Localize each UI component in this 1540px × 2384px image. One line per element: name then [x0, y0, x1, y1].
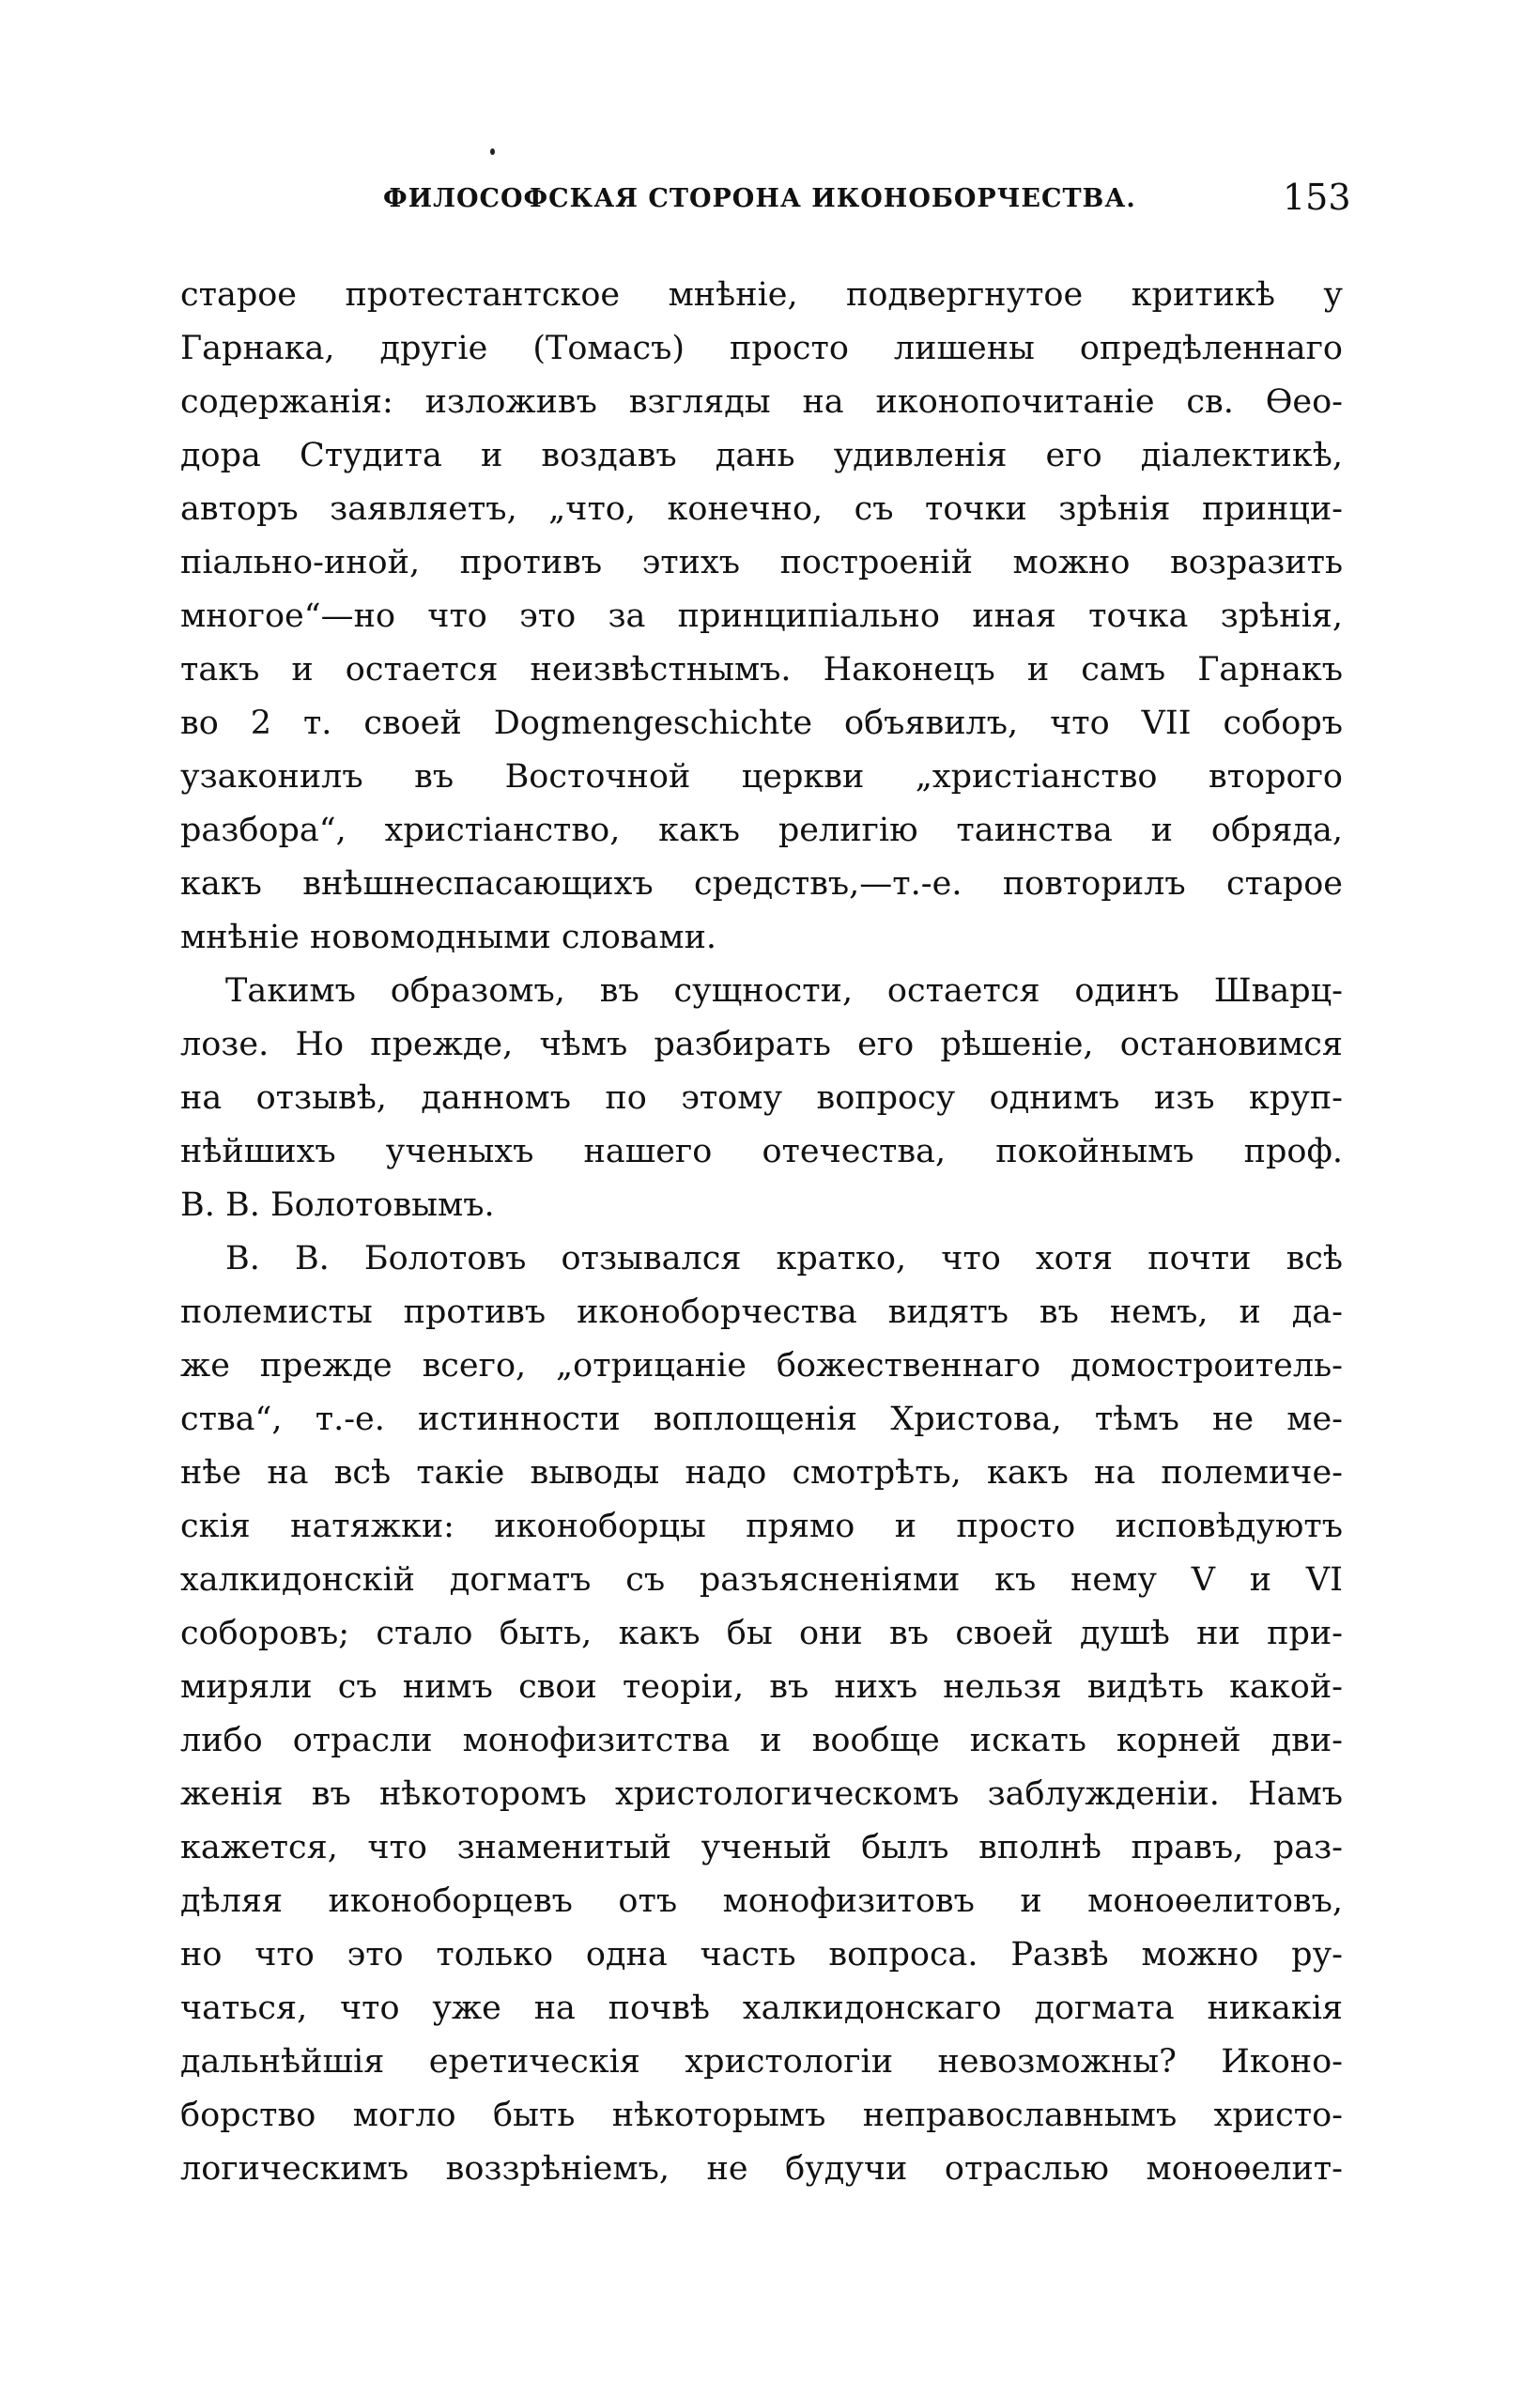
text-line: же прежде всего, „отрицаніе божественнаго домостроитель- — [180, 1347, 1343, 1385]
text-line: логическимъ воззрѣніемъ, не будучи отраслью моноѳелит- — [180, 2150, 1343, 2188]
text-line: разбора“, христіанство, какъ религію таинства и обряда, — [180, 812, 1343, 849]
text-line: ства“, т.-е. истинности воплощенія Христова, тѣмъ не ме- — [180, 1401, 1343, 1438]
text-line: кажется, что знаменитый ученый былъ вполнѣ правъ, раз- — [180, 1829, 1343, 1866]
text-line: узаконилъ въ Восточной церкви „христіанство второго — [180, 758, 1343, 796]
text-line: лозе. Но прежде, чѣмъ разбирать его рѣшеніе, остановимся — [180, 1026, 1343, 1063]
text-line: Гарнака, другіе (Томасъ) просто лишены опредѣленнаго — [180, 330, 1343, 367]
text-line: чаться, что уже на почвѣ халкидонскаго догмата никакія — [180, 1989, 1343, 2027]
text-line: на отзывѣ, данномъ по этому вопросу однимъ изъ круп- — [180, 1079, 1343, 1117]
paragraph — [180, 269, 1343, 965]
text-line: В. В. Болотовъ отзывался кратко, что хотя почти всѣ — [225, 1240, 1343, 1277]
text-line: В. В. Болотовымъ. — [180, 1186, 495, 1224]
text-line: но что это только одна часть вопроса. Развѣ можно ру- — [180, 1936, 1343, 1974]
text-line: соборовъ; стало быть, какъ бы они въ своей душѣ ни при- — [180, 1615, 1343, 1652]
text-line: многое“—но что это за принципіально иная точка зрѣнія, — [180, 597, 1343, 635]
text-line: дальнѣйшія еретическія христологіи невозможны? Иконо- — [180, 2043, 1343, 2081]
text-line: скія натяжки: иконоборцы прямо и просто исповѣдуютъ — [180, 1508, 1343, 1545]
paragraph — [180, 965, 1343, 1232]
body-text — [180, 269, 1343, 2196]
text-line: старое протестантское мнѣніе, подвергнутое критикѣ у — [180, 276, 1343, 314]
text-line: борство могло быть нѣкоторымъ неправославнымъ христо- — [180, 2097, 1343, 2134]
text-line: такъ и остается неизвѣстнымъ. Наконецъ и самъ Гарнакъ — [180, 651, 1343, 689]
text-line: либо отрасли монофизитства и вообще искать корней дви- — [180, 1722, 1343, 1759]
text-line: содержанія: изложивъ взгляды на иконопочитаніе св. Ѳео- — [180, 383, 1343, 421]
text-line: миряли съ нимъ свои теоріи, въ нихъ нельзя видѣть какой- — [180, 1668, 1343, 1706]
running-title: ФИЛОСОФСКАЯ СТОРОНА ИКОНОБОРЧЕСТВА. — [383, 184, 1136, 213]
print-speck — [490, 148, 495, 155]
text-line: піально-иной, противъ этихъ построеній можно возразить — [180, 544, 1343, 581]
text-line: нѣйшихъ ученыхъ нашего отечества, покойнымъ проф. — [180, 1133, 1343, 1170]
text-line: халкидонскій догматъ съ разъясненіями къ нему V и VI — [180, 1561, 1343, 1599]
text-line: какъ внѣшнеспасающихъ средствъ,—т.-е. повторилъ старое — [180, 865, 1343, 903]
text-line: полемисты противъ иконоборчества видятъ въ немъ, и да- — [180, 1293, 1343, 1331]
paragraph — [180, 1232, 1343, 2196]
text-line: во 2 т. своей Dogmengeschichte объявилъ, что VII соборъ — [180, 704, 1343, 742]
text-line: дора Студита и воздавъ дань удивленія его діалектикѣ, — [180, 437, 1343, 474]
page-number: 153 — [1283, 177, 1351, 218]
text-line: нѣе на всѣ такіе выводы надо смотрѣть, какъ на полемиче- — [180, 1454, 1343, 1492]
text-line: женія въ нѣкоторомъ христологическомъ заблужденіи. Намъ — [180, 1775, 1343, 1813]
text-line: Такимъ образомъ, въ сущности, остается одинъ Шварц- — [225, 972, 1343, 1010]
text-line: мнѣніе новомодными словами. — [180, 919, 717, 956]
text-line: дѣляя иконоборцевъ отъ монофизитовъ и моноѳелитовъ, — [180, 1882, 1343, 1920]
text-line: авторъ заявляетъ, „что, конечно, съ точки зрѣнія принци- — [180, 490, 1343, 528]
